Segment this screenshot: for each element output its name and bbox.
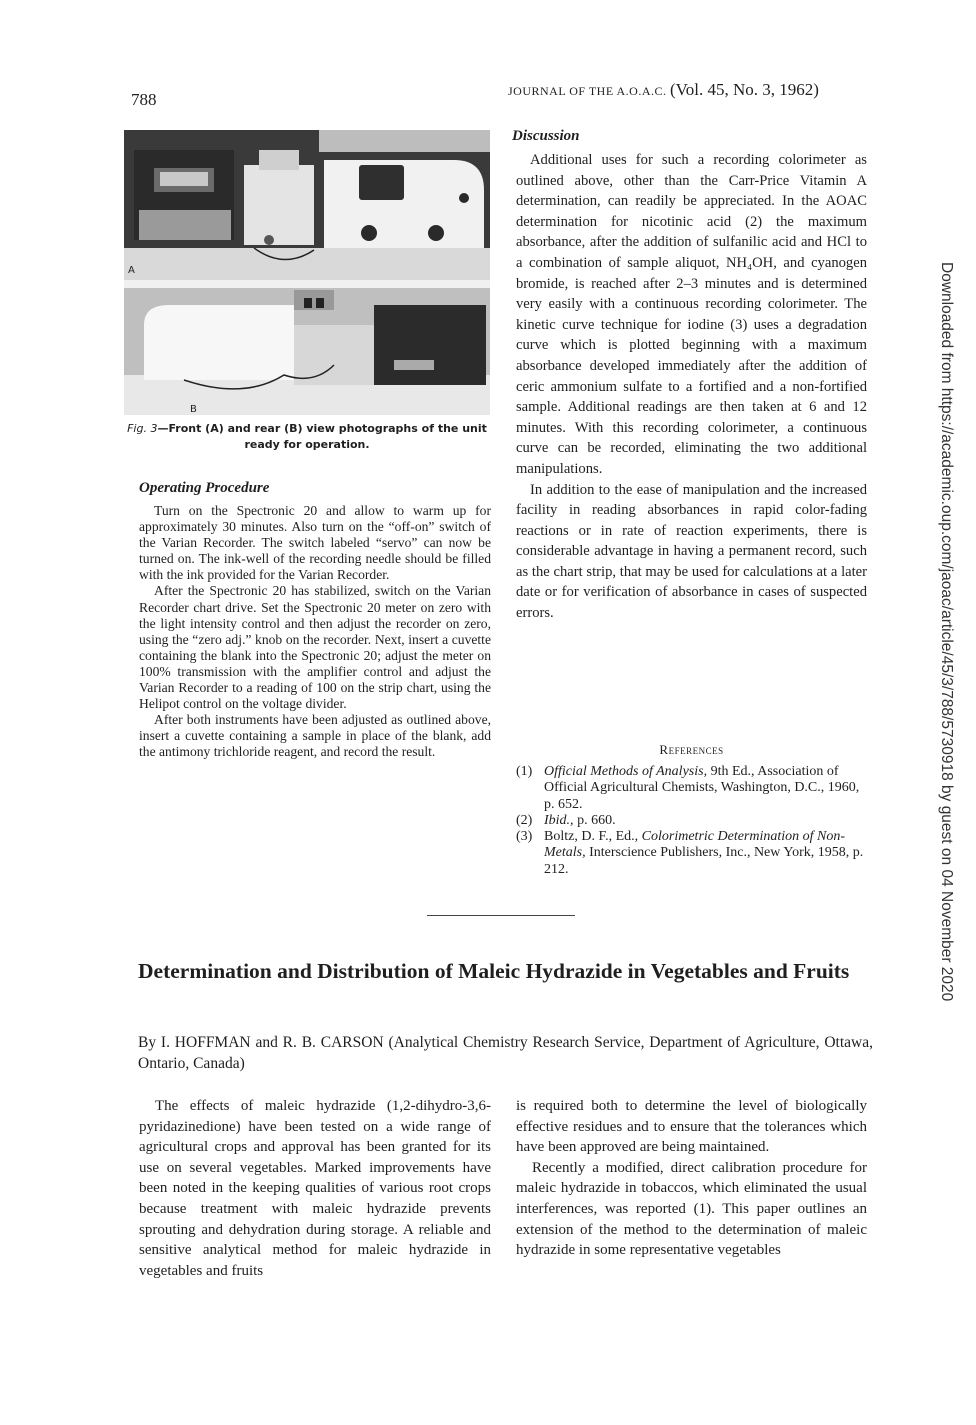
reference-item <box>516 829 867 878</box>
journal-name: JOURNAL OF THE A.O.A.C. <box>508 84 667 98</box>
panel-a-label: A <box>128 265 135 276</box>
article-authors: By I. HOFFMAN and R. B. CARSON (Analytical Chemistry Research Service, Department of Agriculture, Ottawa, Ontario, Canada) <box>138 1034 873 1072</box>
article-paragraph: The effects of maleic hydrazide (1,2-dihydro-3,6-pyridazinedione) have been tested on a wide range of agricultural crops and approval has been granted for its use on several vegetables. Marked improvements have been noted in the keeping qualities of various root crops because treatment with maleic hydrazide prevents sprouting and dehydration during storage. A reliable and sensitive analytical method for maleic hydrazide in vegetables and fruits <box>139 1098 491 1279</box>
article-body-right <box>516 1096 867 1261</box>
discussion-paragraph: In addition to the ease of manipulation and the increased facility in reading absorbances in rapid color-fading reactions or in rate of reaction experiments, there is considerable advantage in having a permanent record, such as the chart strip, that may be used for calculations at a later date or for verification of absorbance in cases of suspected errors. <box>516 481 867 622</box>
figure-label: Fig. 3 <box>127 422 158 435</box>
discussion-heading: Discussion <box>512 128 580 144</box>
reference-number: (1) <box>516 764 533 779</box>
operating-heading: Operating Procedure <box>139 480 270 496</box>
operating-body <box>139 503 491 761</box>
volume-info: (Vol. 45, No. 3, 1962) <box>670 80 819 99</box>
discussion-body <box>516 150 867 624</box>
article-title: Determination and Distribution of Maleic Hydrazide in Vegetables and Fruits <box>138 959 850 983</box>
reference-number: (3) <box>516 829 533 845</box>
references-list <box>516 764 867 878</box>
operating-paragraph: After the Spectronic 20 has stabilized, switch on the Varian Recorder chart drive. Set the Spectronic 20 meter on zero with the light intensity control and then adjust the recorder on zero, using the “zero adj.” knob on the recorder. Next, insert a cuvette containing the blank into the Spectronic 20; adjust the meter on 100% transmission with the amplifier control and adjust the Varian Recorder to a reading of 100 on the strip chart, using the Helipot control on the voltage divider. <box>139 583 491 712</box>
reference-rest: 9th Ed., Association of Official Agricultural Chemists, Washington, D.C., 1960, p. 652. <box>544 764 860 812</box>
reference-number: (2) <box>516 812 533 828</box>
reference-rest: Interscience Publishers, Inc., New York, 1958, p. 212. <box>544 845 864 877</box>
reference-item <box>516 764 867 813</box>
operating-paragraph: After both instruments have been adjusted as outlined above, insert a cuvette containing a sample in place of the blank, add the antimony trichloride reagent, and record the result. <box>139 712 491 760</box>
reference-title: Official Methods of Analysis, <box>544 764 708 779</box>
reference-rest: p. 660. <box>573 812 616 828</box>
equipment-photo <box>124 130 490 415</box>
panel-b-label: B <box>190 404 197 415</box>
download-note: Downloaded from https://academic.oup.com/jaoac/article/45/3/788/5730918 by guest on 04 November 2020 <box>938 262 955 1002</box>
figure-photograph <box>124 130 490 415</box>
section-divider <box>427 915 575 916</box>
download-sidebar <box>935 262 955 1112</box>
figure-caption-text: —Front (A) and rear (B) view photographs of the unit ready for operation. <box>157 422 487 451</box>
article-paragraph: Recently a modified, direct calibration procedure for maleic hydrazide in tobaccos, which eliminated the usual interferences, was reported (1). This paper outlines an extension of the method to the determination of maleic hydrazide in some representative vegetables <box>516 1159 867 1259</box>
reference-title: Ibid., <box>544 812 574 828</box>
article-paragraph: is required both to determine the level of biologically effective residues and to ensure that the tolerances which have been approved are being maintained. <box>516 1098 867 1156</box>
running-header <box>508 80 819 100</box>
figure-caption <box>124 421 490 453</box>
references-heading: References <box>659 742 724 757</box>
reference-title: Colorimetric Determination of Non-Metals, <box>544 829 846 861</box>
page-number: 788 <box>131 90 157 109</box>
operating-paragraph: Turn on the Spectronic 20 and allow to warm up for approximately 30 minutes. Also turn on the “off-on” switch of the Varian Recorder. The switch labeled “servo” can now be turned on. The ink-well of the recording needle should be filled with the ink provided for the Varian Recorder. <box>139 503 491 583</box>
discussion-paragraph: Additional uses for such a recording colorimeter as outlined above, other than the Carr-Price Vitamin A determination, can readily be appreciated. In the AOAC determination for nicotinic acid (2) the maximum absorbance, after the addition of sulfanilic acid and HCl to a combination of sample aliquot, NH₄OH, and cyanogen bromide, is reached after 2–3 minutes and is determined very easily with a continuous recording colorimeter. The kinetic curve technique for iodine (3) uses a degradation curve which is plotted beginning with a maximum absorbance developed immediately after the addition of ceric ammonium sulfate to a fortified and a non-fortified sample. Additional readings are then taken at 6 and 12 minutes. With this recording colorimeter, a continuous curve can be recorded, eliminating the two additional manipulations. <box>516 152 867 477</box>
reference-item <box>516 813 867 829</box>
reference-pre: Boltz, D. F., Ed., <box>544 829 642 845</box>
article-body-left <box>139 1096 491 1281</box>
